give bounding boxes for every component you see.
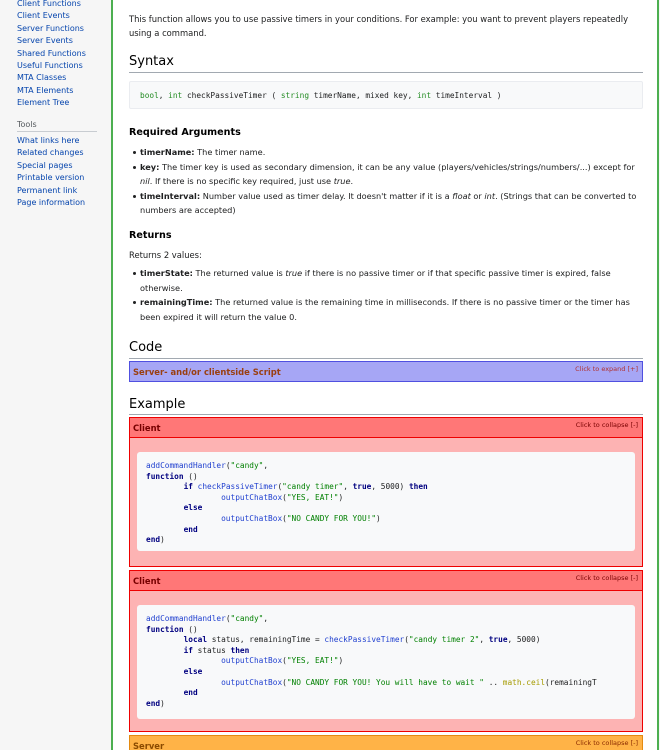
sidebar xyxy=(0,0,112,750)
code-function: outputChatBox xyxy=(221,677,283,687)
collapse-toggle[interactable]: Click to collapse [-] xyxy=(575,421,638,429)
syntax-heading-rule xyxy=(129,72,643,73)
sidebar-item xyxy=(0,85,86,97)
return-description: if there is no passive timer or if that specific passive timer is expired, false otherwise. xyxy=(140,268,611,293)
tools-item xyxy=(0,172,85,184)
tools-item-permanent-link[interactable]: Permanent link xyxy=(17,185,78,195)
sidebar-item xyxy=(0,23,86,35)
return-emphasis: true xyxy=(285,268,303,278)
sidebar-item-mta-classes[interactable]: MTA Classes xyxy=(17,73,67,83)
tools-navigation xyxy=(0,135,85,209)
sidebar-item-useful-functions[interactable]: Useful Functions xyxy=(17,61,83,71)
client-example-code: addCommandHandler("candy", function () if checkPassiveTimer("candy timer", true, 5000) then outputChatBox("YES, EAT!") else outputChatBox("NO CANDY FOR YOU!") end end) xyxy=(137,452,635,551)
code-heading: Code xyxy=(129,340,163,355)
tools-item xyxy=(0,197,85,209)
client-example-header[interactable] xyxy=(129,417,643,438)
code-keyword: then xyxy=(408,482,428,492)
syntax-return-type-bool: bool xyxy=(140,91,159,100)
argument-description: The timer key is used as secondary dimension, it can be any value (players/vehicles/strings/numbers/...) except for xyxy=(159,161,635,172)
code-keyword: else xyxy=(183,503,203,513)
argument-description: or xyxy=(470,190,485,201)
code-keyword: end xyxy=(183,524,198,534)
argument-item xyxy=(131,145,645,160)
return-description: The returned value is the remaining time in milliseconds. If there is no passive timer or the timer has been expired it will return the value 0. xyxy=(140,297,630,322)
example-heading: Example xyxy=(129,397,186,412)
tools-item xyxy=(0,160,85,172)
argument-emphasis: true xyxy=(333,176,351,186)
code-keyword: else xyxy=(183,666,203,676)
code-string: "YES, EAT!" xyxy=(286,656,339,666)
syntax-separator: , xyxy=(158,91,169,100)
argument-emphasis: float xyxy=(452,190,471,201)
return-item xyxy=(131,295,645,324)
tools-item xyxy=(0,135,85,147)
code-keyword: end xyxy=(183,688,198,698)
return-name: remainingTime: xyxy=(140,297,213,307)
tools-item-page-information[interactable]: Page information xyxy=(17,198,86,208)
code-heading-rule xyxy=(129,358,643,359)
syntax-function-name: checkPassiveTimer ( xyxy=(182,91,281,100)
sidebar-item xyxy=(0,0,86,10)
return-name: timerState: xyxy=(140,268,193,278)
argument-description: Number value used as timer delay. It doesn't matter if it is a xyxy=(200,190,453,201)
client-example-2-code: addCommandHandler("candy", function () local status, remainingTime = checkPassiveTimer("candy timer 2", true, 5000) if status then outputChatBox("YES, EAT!") else outputChatBox("NO CANDY FOR YOU! You will have to wait " .. math.ceil(remainingT end end) xyxy=(137,605,635,719)
returns-summary: Returns 2 values: xyxy=(129,250,202,260)
code-box-title: Server- and/or clientside Script xyxy=(133,367,281,377)
code-string: "YES, EAT!" xyxy=(286,492,339,502)
sidebar-item-element-tree[interactable]: Element Tree xyxy=(17,98,70,108)
collapse-toggle[interactable]: Click to collapse [-] xyxy=(575,739,638,747)
syntax-args-end: timeInterval ) xyxy=(431,91,502,100)
expand-toggle[interactable]: Click to expand [+] xyxy=(575,365,638,373)
argument-item xyxy=(131,160,645,189)
client-example-2-header[interactable] xyxy=(129,570,643,591)
code-library-function: math.ceil xyxy=(502,677,546,687)
tools-heading: Tools xyxy=(17,120,37,129)
tools-item-printable-version[interactable]: Printable version xyxy=(17,173,85,183)
tools-item xyxy=(0,185,85,197)
code-args: (remainingT xyxy=(545,677,597,687)
tools-item-related-changes[interactable]: Related changes xyxy=(17,148,84,158)
syntax-type-int: int xyxy=(416,91,432,100)
required-arguments-heading: Required Arguments xyxy=(129,127,241,138)
client-example-2-body xyxy=(129,591,643,732)
code-string: "candy" xyxy=(230,461,264,470)
argument-name: key: xyxy=(140,161,160,172)
argument-description: . (Strings that can be converted to numbers are accepted) xyxy=(140,190,637,215)
sidebar-item-shared-functions[interactable]: Shared Functions xyxy=(17,48,86,58)
code-keyword: if xyxy=(183,645,193,655)
argument-description: . xyxy=(350,176,354,186)
code-keyword: end xyxy=(146,535,161,545)
tools-item-what-links-here[interactable]: What links here xyxy=(17,136,80,145)
code-keyword: if xyxy=(183,482,193,492)
argument-emphasis: int xyxy=(484,190,496,201)
return-item xyxy=(131,266,645,295)
code-function: outputChatBox xyxy=(221,492,283,502)
code-variables: status, remainingTime = xyxy=(207,635,325,645)
code-function: addCommandHandler xyxy=(146,461,226,470)
code-string: "NO CANDY FOR YOU! You will have to wait " xyxy=(286,677,484,687)
code-box-header[interactable] xyxy=(129,361,643,382)
syntax-return-type-int: int xyxy=(168,91,183,100)
client-example-title: Client xyxy=(133,423,161,433)
code-keyword: end xyxy=(146,698,161,708)
tools-item-special-pages[interactable]: Special pages xyxy=(17,160,73,170)
argument-emphasis: nil xyxy=(140,176,150,186)
code-string: "candy" xyxy=(230,614,264,623)
code-function: checkPassiveTimer xyxy=(197,482,278,492)
code-keyword: local xyxy=(183,635,208,645)
sidebar-navigation xyxy=(0,0,86,110)
returns-heading: Returns xyxy=(129,230,172,241)
sidebar-item-mta-elements[interactable]: MTA Elements xyxy=(17,85,74,95)
code-boolean: true xyxy=(352,482,372,492)
code-keyword: function xyxy=(146,624,184,634)
sidebar-item xyxy=(0,72,86,84)
syntax-heading: Syntax xyxy=(129,54,174,69)
sidebar-item xyxy=(0,48,86,60)
code-string: "candy timer 2" xyxy=(408,635,480,645)
code-number: 5000 xyxy=(380,482,400,492)
argument-name: timeInterval: xyxy=(140,190,201,201)
sidebar-item xyxy=(0,60,86,72)
collapse-toggle[interactable]: Click to collapse [-] xyxy=(575,574,638,582)
client-example-2-title: Client xyxy=(133,576,161,586)
argument-name: timerName: xyxy=(140,147,195,157)
code-function: outputChatBox xyxy=(221,513,283,523)
code-keyword: then xyxy=(230,645,250,655)
code-variable: status xyxy=(192,645,231,655)
sidebar-item xyxy=(0,10,86,22)
code-string: "candy timer" xyxy=(282,482,344,492)
server-example-header[interactable] xyxy=(129,735,643,750)
sidebar-item-client-functions[interactable]: Client Functions xyxy=(17,0,81,8)
syntax-args: timerName, mixed key, xyxy=(309,91,417,100)
code-boolean: true xyxy=(488,635,508,645)
argument-description: The timer name. xyxy=(194,147,266,157)
intro-paragraph: This function allows you to use passive timers in your conditions. For example: you want to prevent players repeatedly using a command. xyxy=(129,14,629,38)
tools-item xyxy=(0,147,85,159)
code-function: outputChatBox xyxy=(221,656,283,666)
code-function: addCommandHandler xyxy=(146,614,226,623)
returns-list xyxy=(131,266,645,324)
code-keyword: function xyxy=(146,471,184,481)
main-content xyxy=(112,0,658,750)
required-arguments-list xyxy=(131,145,645,218)
server-example-title: Server xyxy=(133,741,165,750)
client-example-body xyxy=(129,438,643,567)
sidebar-item xyxy=(0,97,86,109)
code-function: checkPassiveTimer xyxy=(324,635,405,645)
sidebar-item-server-events[interactable]: Server Events xyxy=(17,36,73,46)
sidebar-item xyxy=(0,35,86,47)
syntax-type-string: string xyxy=(280,91,310,100)
sidebar-item-server-functions[interactable]: Server Functions xyxy=(17,23,84,33)
example-heading-rule xyxy=(129,414,643,415)
sidebar-item-client-events[interactable]: Client Events xyxy=(17,11,70,21)
code-number: 5000 xyxy=(516,635,536,645)
syntax-code-block xyxy=(129,81,643,109)
argument-description: . If there is no specific key required, just use xyxy=(149,176,334,186)
code-string: "NO CANDY FOR YOU!" xyxy=(286,513,377,523)
return-description: The returned value is xyxy=(192,268,286,278)
code-operator: .. xyxy=(484,677,503,687)
argument-item xyxy=(131,189,645,218)
tools-divider xyxy=(17,131,97,132)
